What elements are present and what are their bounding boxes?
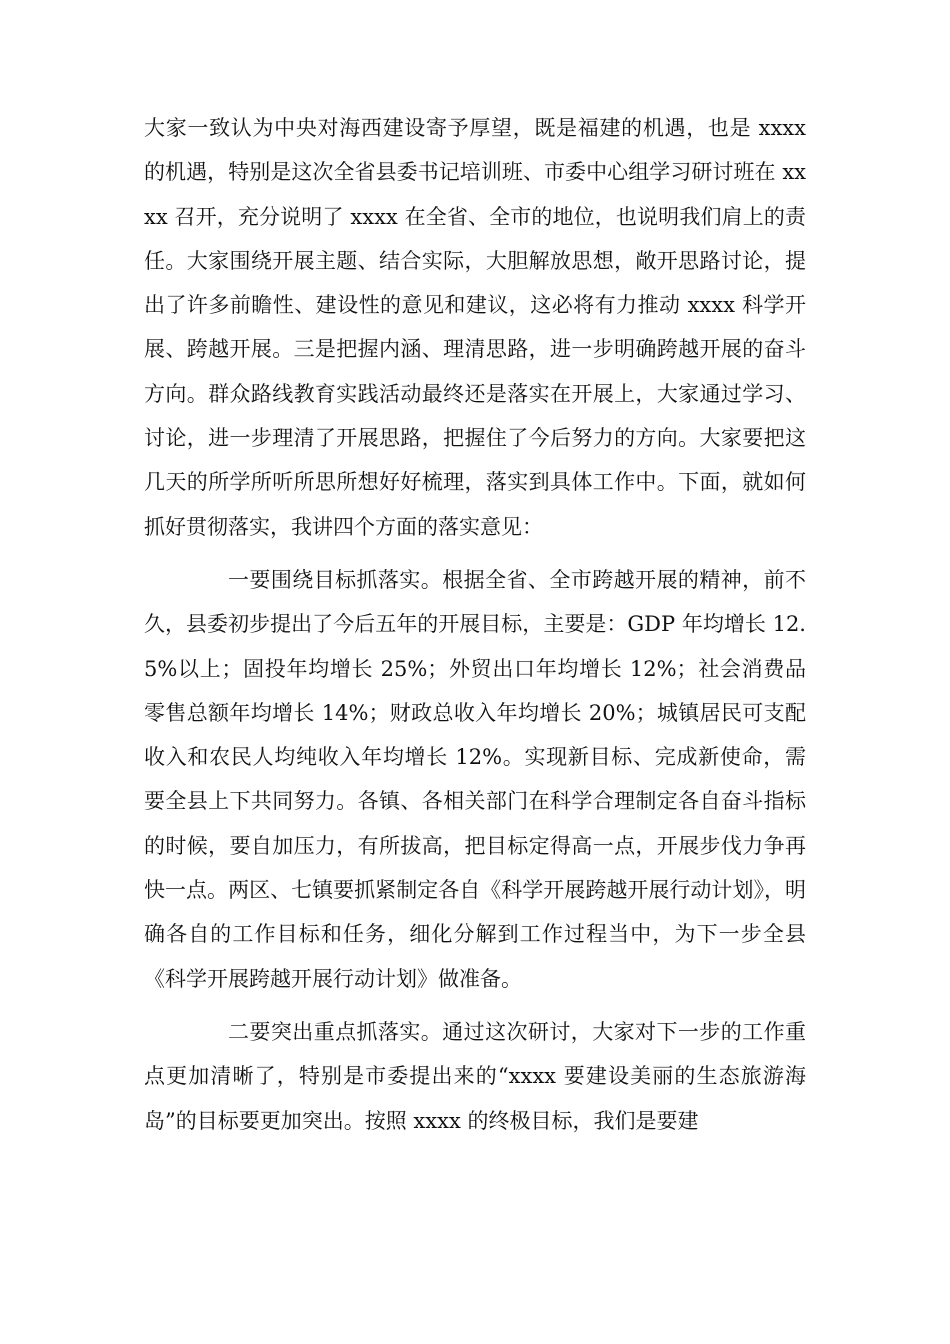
- document-body: [144, 106, 806, 1143]
- paragraph-1: 大家一致认为中央对海西建设寄予厚望，既是福建的机遇，也是 xxxx 的机遇，特别是这次全省县委书记培训班、市委中心组学习研讨班在 xxxx 召开，充分说明了 xxxx 在全省、全市的地位，也说明我们肩上的责任。大家围绕开展主题、结合实际，大胆解放思想，敞开思路讨论，提出了许多前瞻性、建设性的意见和建议，这必将有力推动 xxxx 科学开展、跨越开展。三是把握内涵、理清思路，进一步明确跨越开展的奋斗方向。群众路线教育实践活动最终还是落实在开展上，大家通过学习、讨论，进一步理清了开展思路，把握住了今后努力的方向。大家要把这几天的所学所听所思所想好好梳理，落实到具体工作中。下面，就如何抓好贯彻落实，我讲四个方面的落实意见：: [144, 116, 806, 539]
- paragraph-3: 二要突出重点抓落实。通过这次研讨，大家对下一步的工作重点更加清晰了，特别是市委提出来的“xxxx 要建设美丽的生态旅游海岛”的目标要更加突出。按照 xxxx 的终极目标，我们是要建: [144, 1019, 806, 1133]
- paragraph-2: 一要围绕目标抓落实。根据全省、全市跨越开展的精神，前不久，县委初步提出了今后五年的开展目标，主要是：GDP 年均增长 12.5%以上；固投年均增长 25%；外贸出口年均增长 12%；社会消费品零售总额年均增长 14%；财政总收入年均增长 20%；城镇居民可支配收入和农民人均纯收入年均增长 12%。实现新目标、完成新使命，需要全县上下共同努力。各镇、各相关部门在科学合理制定各自奋斗指标的时候，要自加压力，有所拔高，把目标定得高一点，开展步伐力争再快一点。两区、七镇要抓紧制定各自《科学开展跨越开展行动计划》，明确各自的工作目标和任务，细化分解到工作过程当中，为下一步全县《科学开展跨越开展行动计划》做准备。: [144, 567, 806, 991]
